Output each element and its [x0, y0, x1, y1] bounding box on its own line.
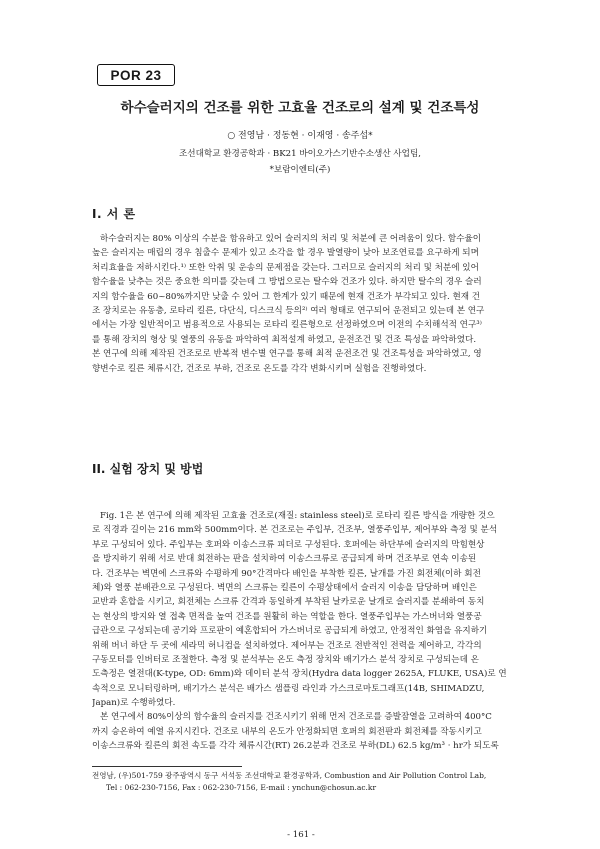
- introduction-paragraph: [92, 232, 510, 376]
- footnote-contact: Tel : 062-230-7156, Fax : 062-230-7156, E-mail : ynchun@chosun.ac.kr: [106, 783, 377, 792]
- text-line: 하수슬러지는 80% 이상의 수분을 함유하고 있어 슬러지의 처리 및 처분에 큰 어려움이 있다. 함수율이: [100, 234, 482, 244]
- footnote-address: 전영남, (우)501-759 광주광역시 동구 서석동 조선대학교 환경공학과, Combustion and Air Pollution Control Lab,: [92, 771, 487, 780]
- text-line: Japan)로 수행하였다.: [92, 698, 176, 709]
- text-line: 위해 버너 하단 두 곳에 세라믹 허니컴을 설치하였다. 제어부는 건조로 전반적인 전력을 제어하고, 각각의: [92, 640, 482, 651]
- paper-title: 하수슬러지의 건조를 위한 고효율 건조로의 설계 및 건조특성: [120, 100, 480, 116]
- text-line: 에서는 가장 일반적이고 범용적으로 사용되는 로타리 킬른형으로 선정하였으며 이전의 수치해석적 연구³⁾: [92, 320, 482, 331]
- text-line: 속적으로 모니터링하며, 배기가스 분석은 배가스 샘플링 라인과 가스크로마토그래프(14B, SHIMADZU,: [92, 683, 485, 694]
- affiliation-primary: 조선대학교 환경공학과 · BK21 바이오가스기반수소생산 사업팀,: [178, 149, 422, 159]
- text-line: 로 직경과 길이는 216 mm와 500mm이다. 본 건조로는 주입부, 건조부, 열풍주입부, 제어부와 측정 및 분석: [92, 525, 498, 536]
- text-line: 이송스크류와 킬른의 회전 속도를 각각 체류시간(RT) 26.2분과 건조로 부하(DL) 62.5 kg/m³ · hr가 되도록: [92, 741, 499, 752]
- text-line: 부로 구성되어 있다. 주입부는 호퍼와 이송스크류 피더로 구성된다. 호퍼에는 하단부에 슬러지의 막힘현상: [92, 539, 485, 550]
- text-line: 까지 승온하여 예열 유지시킨다. 건조로 내부의 온도가 안정화되면 호퍼의 회전판과 회전체를 작동시키고: [92, 726, 482, 737]
- text-line: 조 장치로는 유동층, 로타리 킬른, 다단식, 디스크식 등의²⁾ 여러 형태로 연구되어 운전되고 있는데 본 연구: [92, 305, 485, 316]
- text-line: 향변수로 킬른 체류시간, 건조로 부하, 건조로 온도를 각각 변화시키며 실험을 진행하였다.: [92, 363, 427, 374]
- text-line: 본 연구에 의해 제작된 건조로로 반복적 변수별 연구를 통해 최적 운전조건 및 건조특성을 파악하였고, 영: [92, 349, 482, 360]
- section-heading-introduction: I. 서 론: [92, 207, 136, 221]
- text-line: 는 현상의 방지와 열 접촉 면적을 높여 건조를 원활히 하는 역할을 한다. 열풍주입부는 가스버너와 열풍공: [92, 611, 482, 622]
- text-line: 지의 함수율을 60~80%까지만 낮출 수 있어 그 한계가 있기 때문에 현재 건조가 부각되고 있다. 현재 건: [92, 291, 481, 302]
- author-list: ○ 전영남 · 정동현 · 이재영 · 송주섭*: [227, 131, 373, 141]
- text-line: 를 통해 장치의 형상 및 열풍의 유동을 파악하여 최적설계 하였고, 운전조건 및 건조 특성을 파악하였다.: [92, 334, 477, 345]
- footnote-divider: [92, 766, 242, 767]
- text-line: 처리효율을 저하시킨다.¹⁾ 또한 악취 및 운송의 문제점을 갖는다. 그러므로 슬러지의 처리 및 처분에 있어: [92, 262, 479, 273]
- paper-id-badge: POR 23: [97, 64, 175, 86]
- text-line: 급관으로 구성되는데 공기와 프로판이 예혼합되어 가스버너로 공급되게 하였고, 안정적인 화염을 유지하기: [92, 626, 488, 637]
- text-line: 교반과 혼합을 시키고, 회전체는 스크류 간격과 동일하게 부착된 날카로운 날개로 슬러지를 분쇄하여 동치: [92, 597, 485, 608]
- section-heading-methods: II. 실험 장치 및 방법: [92, 462, 204, 476]
- text-line: 구동모터를 인버터로 조절한다. 측정 및 분석부는 온도 측정 장치와 배기가스 분석 장치로 구성되는데 온: [92, 654, 479, 665]
- methods-paragraph: [92, 509, 510, 754]
- text-line: 함수율을 낮추는 것은 중요한 의미를 갖는데 그 방법으로는 탈수와 건조가 있다. 하지만 탈수의 경우 슬러: [92, 277, 482, 288]
- text-line: 체)와 열풍 분배관으로 구성된다. 벽면의 스크류는 킬른이 수평상태에서 슬러지 이송을 담당하며 배인은: [92, 582, 477, 593]
- text-line: 높은 슬러지는 매립의 경우 침출수 문제가 있고 소각을 할 경우 발열량이 낮아 보조연료를 요구하게 되며: [92, 248, 479, 259]
- text-line: 을 방지하기 위해 서로 반대 회전하는 판을 설치하여 이송스크류로 공급되게 하며 건조부로 연속 이송된: [92, 554, 477, 565]
- text-line: 다. 건조부는 벽면에 스크류와 수평하게 90°간격마다 배인을 부착한 킬른, 날개를 가진 회전체(이하 회전: [92, 568, 481, 579]
- page-number: - 161 -: [287, 830, 315, 840]
- text-line: 도측정은 열전대(K-type, OD: 6mm)와 데이터 분석 장치(Hydra data logger 2625A, FLUKE, USA)로 연: [92, 669, 507, 680]
- affiliation-secondary: *보람이엔티(주): [269, 165, 331, 175]
- text-line: Fig. 1은 본 연구에 의해 제작된 고효율 건조로(재질: stainless steel)로 로타리 킬른 방식을 개량한 것으: [100, 511, 495, 521]
- text-line: 본 연구에서 80%이상의 함수율의 슬러지를 건조시키기 위해 먼저 건조로를 증발잠열을 고려하여 400°C: [100, 712, 492, 723]
